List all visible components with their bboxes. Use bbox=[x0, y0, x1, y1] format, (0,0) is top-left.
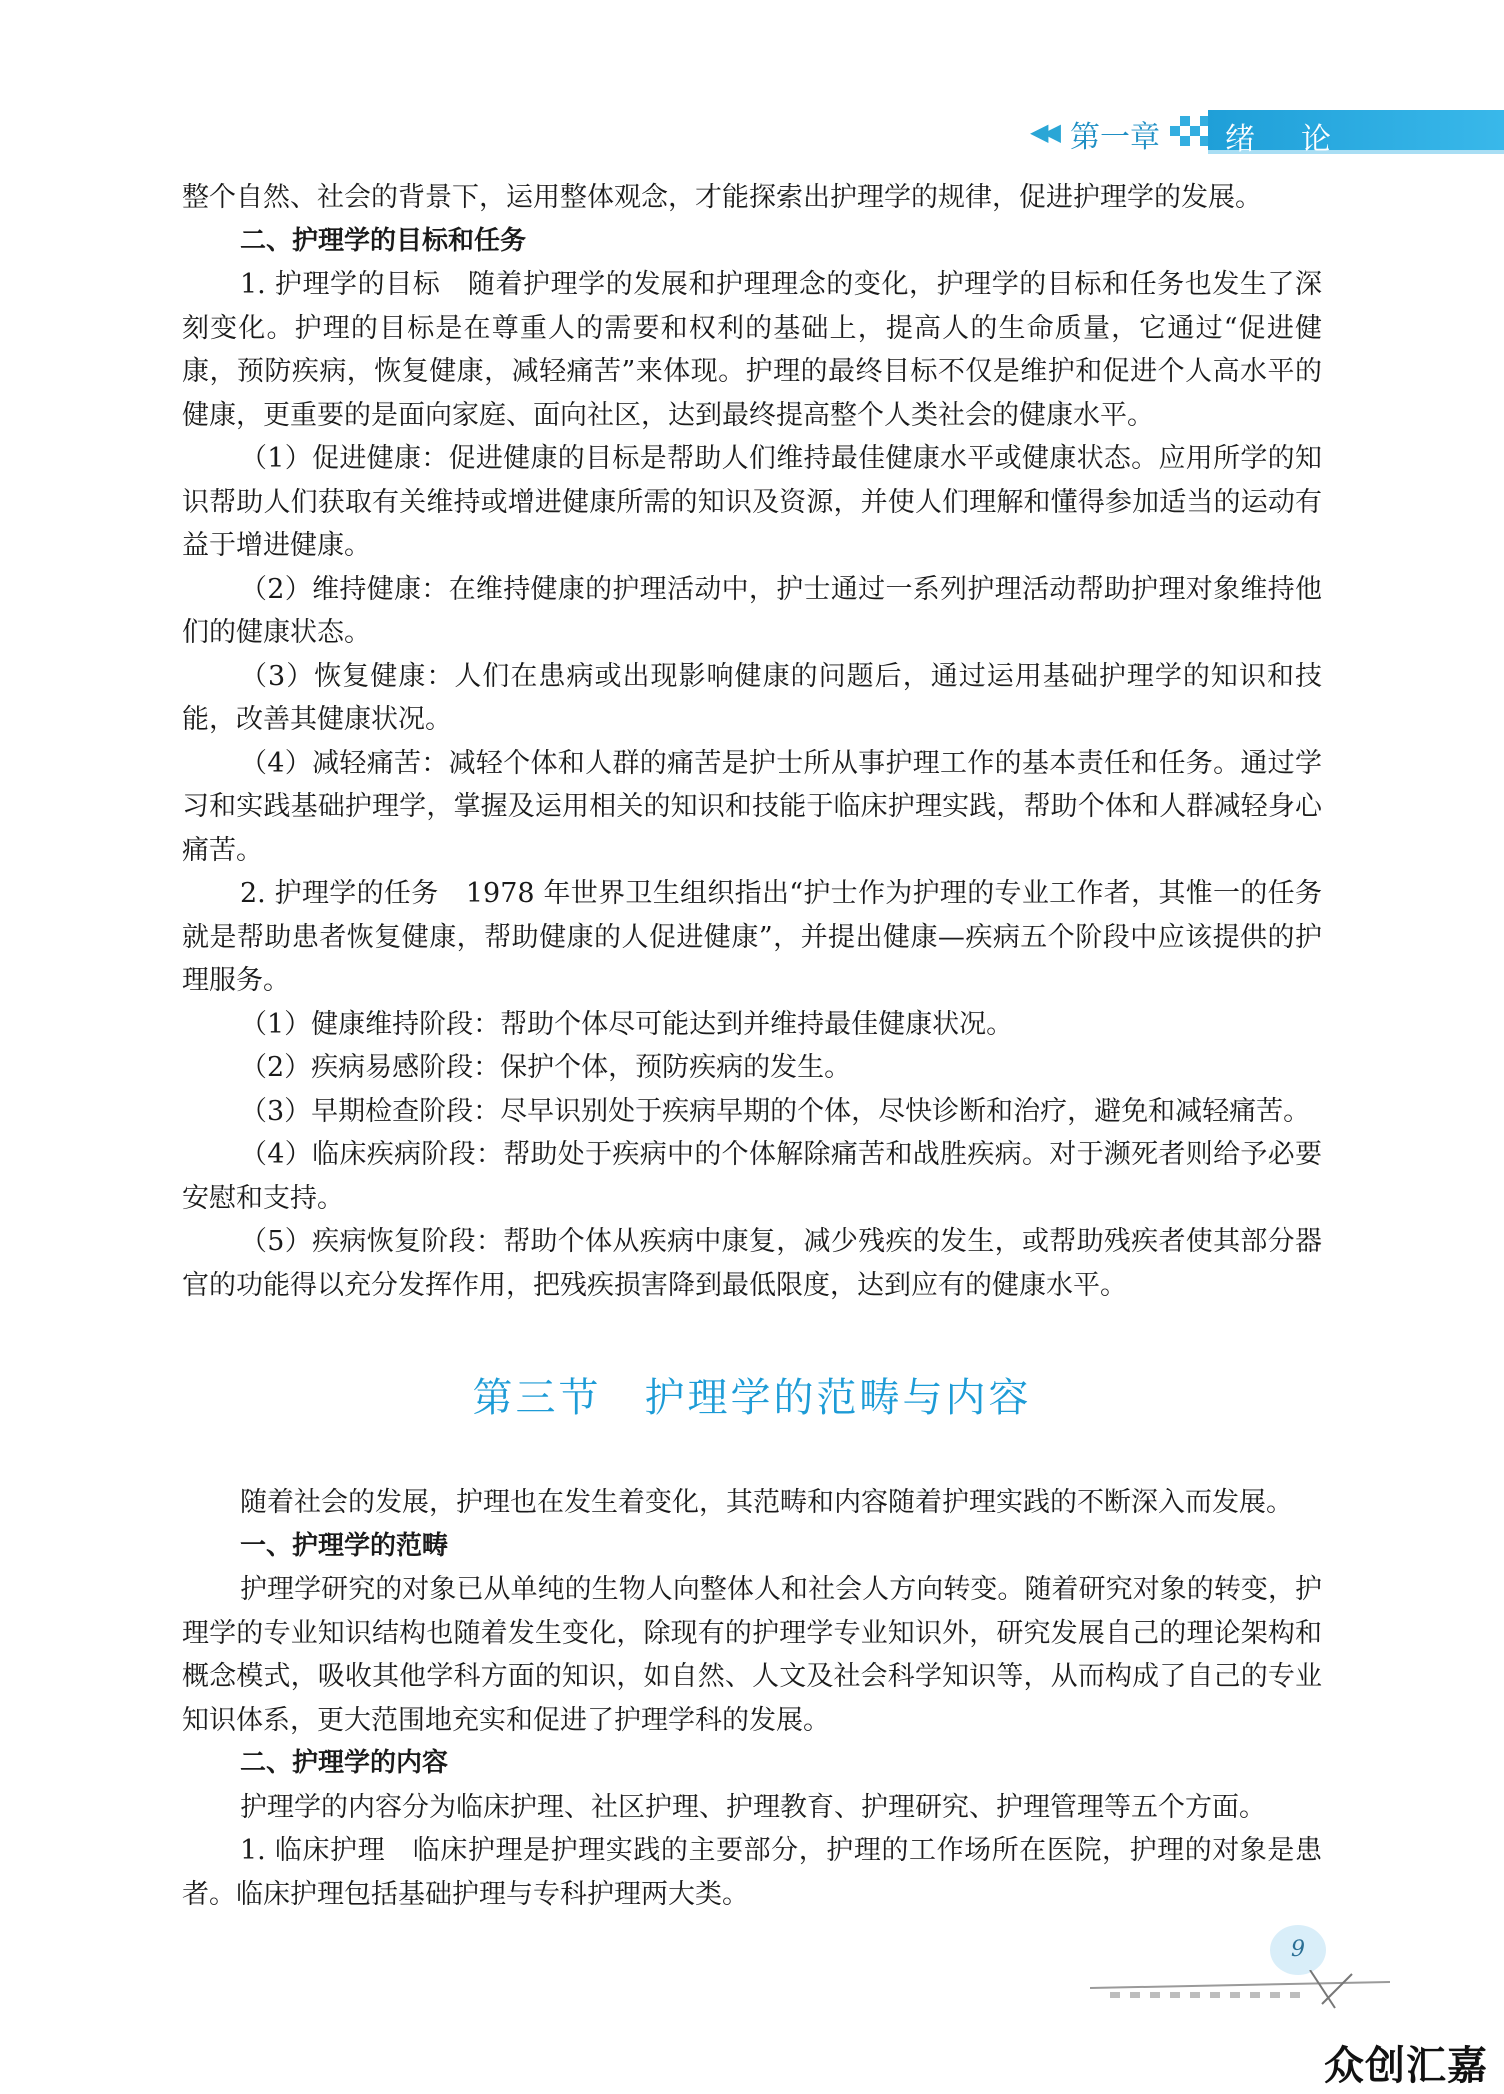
chapter-title: 绪论 bbox=[1225, 122, 1377, 157]
paragraph: 整个自然、社会的背景下，运用整体观念，才能探索出护理学的规律，促进护理学的发展。 bbox=[182, 182, 1262, 213]
section-heading: 二、护理学的内容 bbox=[240, 1748, 449, 1778]
footer-decoration bbox=[1090, 1970, 1390, 2010]
list-item: （3）早期检查阶段：尽早识别处于疾病早期的个体，尽快诊断和治疗，避免和减轻痛苦。 bbox=[240, 1095, 1311, 1127]
page-number: 9 bbox=[1270, 1925, 1326, 1975]
chapter-label: 第一章 bbox=[1070, 120, 1160, 155]
paragraph: 1. 临床护理 临床护理是护理实践的主要部分，护理的工作场所在医院，护理的对象是患者。临床护理包括基础护理与专科护理两大类。 bbox=[182, 1835, 1322, 1910]
body-block-1 bbox=[182, 176, 1322, 1307]
paragraph: 护理学的内容分为临床护理、社区护理、护理教育、护理研究、护理管理等五个方面。 bbox=[240, 1791, 1266, 1823]
section-heading: 二、护理学的目标和任务 bbox=[240, 225, 527, 256]
section-heading: 一、护理学的范畴 bbox=[240, 1530, 449, 1561]
list-item: （4）临床疾病阶段：帮助处于疾病中的个体解除痛苦和战胜疾病。对于濒死者则给予必要安慰和支持。 bbox=[182, 1139, 1322, 1214]
list-item: （5）疾病恢复阶段：帮助个体从疾病中康复，减少残疾的发生，或帮助残疾者使其部分器官的功能得以充分发挥作用，把残疾损害降到最低限度，达到应有的健康水平。 bbox=[182, 1226, 1322, 1301]
list-item: （2）疾病易感阶段：保护个体，预防疾病的发生。 bbox=[240, 1052, 852, 1083]
double-left-arrow-icon: ◀◀ bbox=[1030, 118, 1055, 146]
list-item: （1）健康维持阶段：帮助个体尽可能达到并维持最佳健康状况。 bbox=[240, 1008, 1014, 1040]
paragraph: （2）维持健康：在维持健康的护理活动中，护士通过一系列护理活动帮助护理对象维持他们的健康状态。 bbox=[182, 573, 1322, 648]
paragraph: （4）减轻痛苦：减轻个体和人群的痛苦是护士所从事护理工作的基本责任和任务。通过学习和实践基础护理学，掌握及运用相关的知识和技能于临床护理实践，帮助个体和人群减轻身心痛苦。 bbox=[182, 747, 1322, 866]
paragraph: 2. 护理学的任务 1978 年世界卫生组织指出“护士作为护理的专业工作者，其惟一的任务就是帮助患者恢复健康，帮助健康的人促进健康”，并提出健康—疾病五个阶段中应该提供的护理服务。 bbox=[182, 878, 1322, 996]
body-block-2 bbox=[182, 1481, 1322, 1916]
paragraph: 1. 护理学的目标 随着护理学的发展和护理理念的变化，护理学的目标和任务也发生了深刻变化。护理的目标是在尊重人的需要和权利的基础上，提高人的生命质量，它通过“促进健康，预防疾病，恢复健康，减轻痛苦”来体现。护理的最终目标不仅是维护和促进个人高水平的健康，更重要的是面向家庭、面向社区，达到最终提高整个人类社会的健康水平。 bbox=[182, 269, 1322, 431]
paragraph: 随着社会的发展，护理也在发生着变化，其范畴和内容随着护理实践的不断深入而发展。 bbox=[240, 1487, 1293, 1518]
running-header bbox=[1030, 108, 1504, 157]
watermark: 众创汇嘉 bbox=[1324, 2043, 1488, 2089]
paragraph: 护理学研究的对象已从单纯的生物人向整体人和社会人方向转变。随着研究对象的转变，护理学的专业知识结构也随着发生变化，除现有的护理学专业知识外，研究发展自己的理论架构和概念模式，吸收其他学科方面的知识，如自然、人文及社会科学知识等，从而构成了自己的专业知识体系，更大范围地充实和促进了护理学科的发展。 bbox=[182, 1574, 1322, 1736]
paragraph: （3）恢复健康：人们在患病或出现影响健康的问题后，通过运用基础护理学的知识和技能，改善其健康状况。 bbox=[182, 660, 1322, 735]
paragraph: （1）促进健康：促进健康的目标是帮助人们维持最佳健康水平或健康状态。应用所学的知识帮助人们获取有关维持或增进健康所需的知识及资源，并使人们理解和懂得参加适当的运动有益于增进健康。 bbox=[182, 443, 1322, 561]
section-title: 第三节 护理学的范畴与内容 bbox=[472, 1375, 1032, 1421]
